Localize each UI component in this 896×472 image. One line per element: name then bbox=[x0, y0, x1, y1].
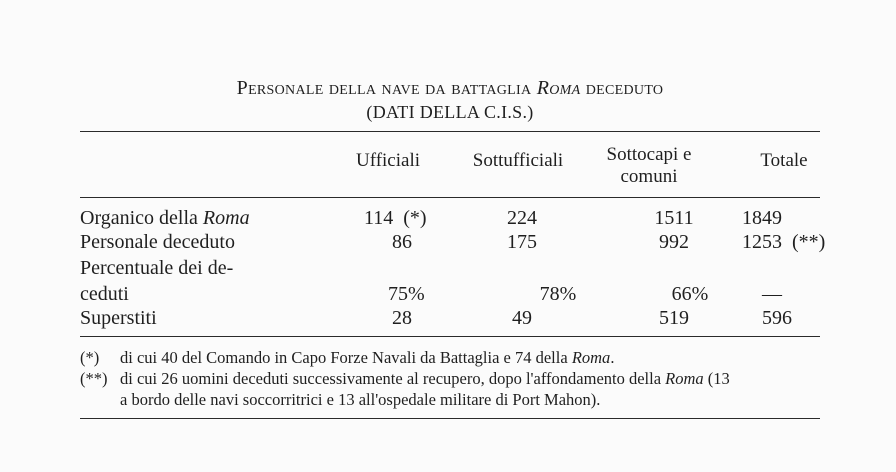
note-1-text-prefix: di cui 40 del Comando in Capo Forze Navali da Battaglia e 74 della bbox=[120, 348, 568, 367]
header-totale: Totale bbox=[760, 150, 808, 171]
row-deceduto-ufficiali: 86 bbox=[392, 231, 412, 253]
row-organico-label bbox=[80, 206, 250, 230]
title-suffix: deceduto bbox=[585, 77, 664, 99]
title-ship-name: Roma bbox=[536, 77, 581, 99]
row-organico-sottufficiali: 224 bbox=[507, 207, 537, 229]
header-sottocapi-line1: Sottocapi e bbox=[606, 144, 692, 165]
row-percentuale-totale: — bbox=[762, 283, 782, 305]
note-2-text-line2: a bordo delle navi soccorritrici e 13 all'ospedale militare di Port Mahon). bbox=[120, 390, 601, 409]
top-rule bbox=[80, 131, 820, 132]
row-organico-label-prefix: Organico della bbox=[80, 207, 198, 229]
row-percentuale-label-line1: Percentuale dei de- bbox=[80, 257, 234, 279]
notes-rule bbox=[80, 336, 820, 337]
note-1-mark: (*) bbox=[80, 348, 100, 367]
row-organico-ufficiali: 114 (*) bbox=[364, 207, 427, 229]
note-2-mark: (**) bbox=[80, 369, 108, 388]
note-1-text-suffix: . bbox=[610, 348, 615, 367]
header-sottocapi-line2: comuni bbox=[620, 166, 678, 187]
header-sottufficiali: Sottufficiali bbox=[472, 150, 564, 171]
row-deceduto-sottocapi: 992 bbox=[659, 231, 689, 253]
row-deceduto-totale: 1253 (**) bbox=[742, 231, 826, 253]
row-deceduto-sottufficiali: 175 bbox=[507, 231, 537, 253]
row-organico-totale: 1849 bbox=[742, 207, 782, 229]
header-sottocapi bbox=[585, 144, 713, 188]
row-superstiti-ufficiali: 28 bbox=[392, 307, 412, 329]
row-superstiti-sottufficiali: 49 bbox=[512, 307, 532, 329]
row-organico-ship: Roma bbox=[202, 207, 250, 229]
row-percentuale-sottufficiali: 78% bbox=[539, 283, 577, 305]
table-subtitle: (DATI DELLA C.I.S.) bbox=[366, 102, 534, 122]
header-rule bbox=[80, 197, 820, 198]
note-2-text-suffix: (13 bbox=[707, 369, 730, 388]
bottom-rule bbox=[80, 418, 820, 419]
row-organico-sottocapi: 1511 bbox=[654, 207, 694, 229]
header-ufficiali: Ufficiali bbox=[355, 150, 420, 171]
row-percentuale-label-line2: ceduti bbox=[80, 283, 129, 305]
note-2-text-prefix: di cui 26 uomini deceduti successivamente al recupero, dopo l'affondamento della bbox=[120, 369, 662, 388]
title-prefix: Personale della nave da battaglia bbox=[236, 77, 532, 99]
row-percentuale-ufficiali: 75% bbox=[388, 283, 425, 305]
note-2-ship: Roma bbox=[665, 369, 704, 388]
table-title bbox=[80, 76, 820, 100]
row-superstiti-label: Superstiti bbox=[80, 307, 157, 329]
row-deceduto-label: Personale deceduto bbox=[80, 231, 235, 253]
note-2-text-line1 bbox=[120, 369, 730, 389]
row-percentuale-sottocapi: 66% bbox=[671, 283, 709, 305]
note-1-text bbox=[120, 348, 614, 368]
row-superstiti-sottocapi: 519 bbox=[659, 307, 689, 329]
row-superstiti-totale: 596 bbox=[762, 307, 792, 329]
note-1-ship: Roma bbox=[571, 348, 611, 367]
